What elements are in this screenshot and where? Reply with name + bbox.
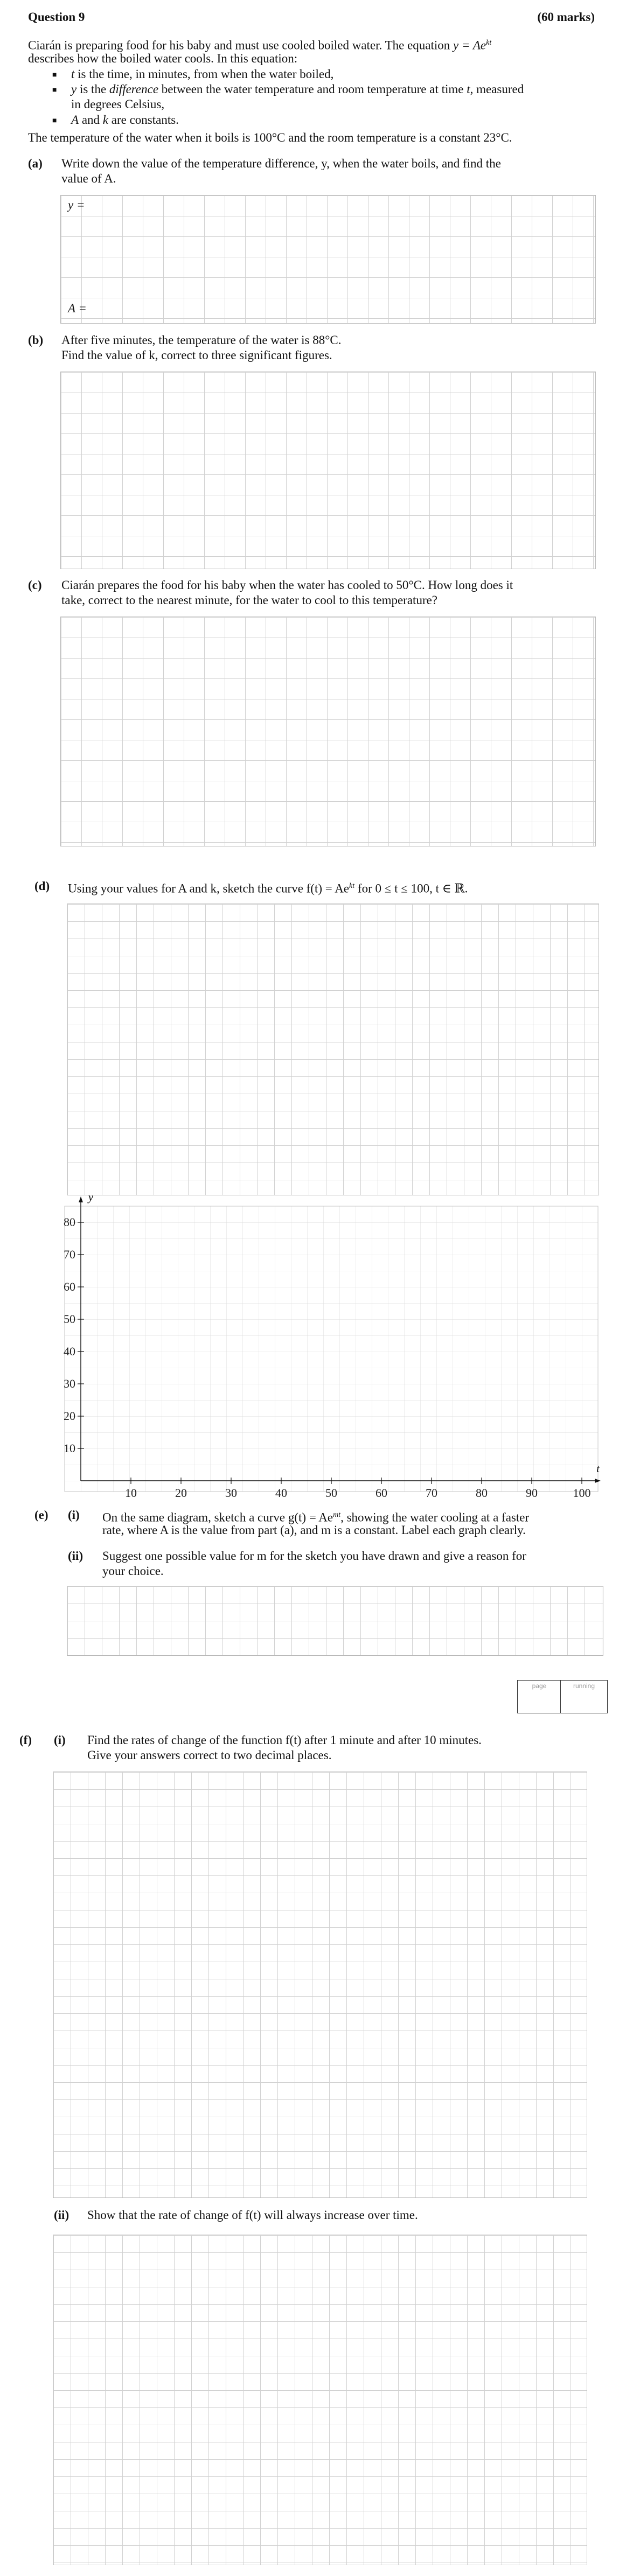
y-answer-prompt: y = <box>68 198 85 212</box>
x-tick-label: 40 <box>275 1486 287 1500</box>
x-tick-label: 50 <box>325 1486 337 1500</box>
part-e-i-line-1: On the same diagram, sketch a curve $g(t) = Ae^{mt}$, showing the water cooling at a faster <box>102 1510 530 1524</box>
y-tick-label: 80 <box>64 1215 75 1229</box>
part-a-line-1: Write down the value of the temperature difference, y, when the water boils, and find the <box>61 157 501 170</box>
part-d-text: Using your values for A and k, sketch the curve $f(t) = Ae^{kt}$ for 0 ≤ t ≤ 100, t ∈ ℝ. <box>68 881 468 895</box>
y-tick-label: 20 <box>64 1409 75 1423</box>
answer-grid-e[interactable] <box>67 1586 603 1656</box>
model-equation: y = Ae <box>453 38 486 52</box>
bullet-icon: ■ <box>52 117 57 125</box>
part-a-line-2: value of A. <box>61 172 116 185</box>
y-tick-label: 10 <box>64 1441 75 1455</box>
bullet-item-1: t is the time, in minutes, from when the water boiled, <box>71 67 334 81</box>
graph-grid <box>65 1206 598 1492</box>
bullet-icon: ■ <box>52 86 57 94</box>
part-f-i-line-2: Give your answers correct to two decimal places. <box>87 1748 332 1762</box>
part-f-label: (f) <box>19 1733 32 1747</box>
y-tick-label: 70 <box>64 1248 75 1261</box>
x-tick-label: 100 <box>573 1486 591 1500</box>
part-f-i-line-1: Find the rates of change of the function f(t) after 1 minute and after 10 minutes. <box>87 1733 482 1747</box>
answer-grid-a[interactable] <box>60 195 596 324</box>
part-e-i-label: (i) <box>68 1508 80 1522</box>
y-tick-label: 50 <box>64 1312 75 1326</box>
page-mark-box: page <box>517 1680 561 1713</box>
part-e-i-line-2: rate, where A is the value from part (a), and m is a constant. Label each graph clearly. <box>102 1523 526 1537</box>
x-axis-label: t <box>596 1463 600 1475</box>
part-e-ii-line-1: Suggest one possible value for m for the sketch you have drawn and give a reason for <box>102 1549 526 1563</box>
question-marks: (60 marks) <box>537 10 595 24</box>
part-d-label: (d) <box>34 879 50 893</box>
bullet-item-2: y is the difference between the water temperature and room temperature at time t, measured <box>71 82 524 96</box>
y-tick-label: 40 <box>64 1345 75 1358</box>
bullet-item-2-cont: in degrees Celsius, <box>71 97 165 111</box>
part-a-label: (a) <box>28 157 43 170</box>
part-b-line-2: Find the value of k, correct to three significant figures. <box>61 348 332 362</box>
intro-line-1: Ciarán is preparing food for his baby and must use cooled boiled water. The equation $y = Ae^{kt}$ <box>28 38 492 52</box>
part-c-line-1: Ciarán prepares the food for his baby when the water has cooled to 50°C. How long does it <box>61 578 513 592</box>
intro-closing: The temperature of the water when it boils is 100°C and the room temperature is a constant 23°C. <box>28 131 512 144</box>
answer-grid-f-ii[interactable] <box>53 2235 587 2565</box>
answer-grid-b[interactable] <box>60 372 596 569</box>
x-tick-label: 60 <box>375 1486 387 1500</box>
x-tick-label: 90 <box>526 1486 538 1500</box>
part-e-ii-label: (ii) <box>68 1549 84 1563</box>
answer-grid-d[interactable] <box>67 904 599 1195</box>
part-c-line-2: take, correct to the nearest minute, for the water to cool to this temperature? <box>61 593 438 607</box>
x-tick-label: 30 <box>225 1486 237 1500</box>
bullet-icon: ■ <box>52 71 57 79</box>
part-f-ii-line-1: Show that the rate of change of f(t) will always increase over time. <box>87 2208 418 2222</box>
part-e-ii-line-2: your choice. <box>102 1564 164 1578</box>
running-mark-box: running <box>560 1680 608 1713</box>
a-answer-prompt: A = <box>68 302 87 315</box>
y-tick-label: 30 <box>64 1377 75 1390</box>
part-b-line-1: After five minutes, the temperature of the water is 88°C. <box>61 333 342 347</box>
part-b-label: (b) <box>28 333 44 347</box>
x-tick-label: 80 <box>476 1486 488 1500</box>
x-tick-label: 70 <box>426 1486 437 1500</box>
x-tick-label: 20 <box>175 1486 187 1500</box>
part-f-ii-label: (ii) <box>54 2208 69 2222</box>
y-axis-arrow <box>79 1196 83 1202</box>
part-c-label: (c) <box>28 578 42 592</box>
y-tick-label: 60 <box>64 1280 75 1293</box>
x-tick-label: 10 <box>125 1486 137 1500</box>
sketch-graph[interactable] <box>0 1192 626 1502</box>
answer-grid-c[interactable] <box>60 617 596 846</box>
y-axis-label: y <box>88 1192 93 1203</box>
bullet-item-3: A and k are constants. <box>71 113 179 127</box>
intro-line-2: describes how the boiled water cools. In this equation: <box>28 52 298 65</box>
question-title: Question 9 <box>28 10 85 24</box>
part-f-i-label: (i) <box>54 1733 66 1747</box>
answer-grid-f-i[interactable] <box>53 1772 587 2198</box>
part-e-label: (e) <box>34 1508 48 1522</box>
